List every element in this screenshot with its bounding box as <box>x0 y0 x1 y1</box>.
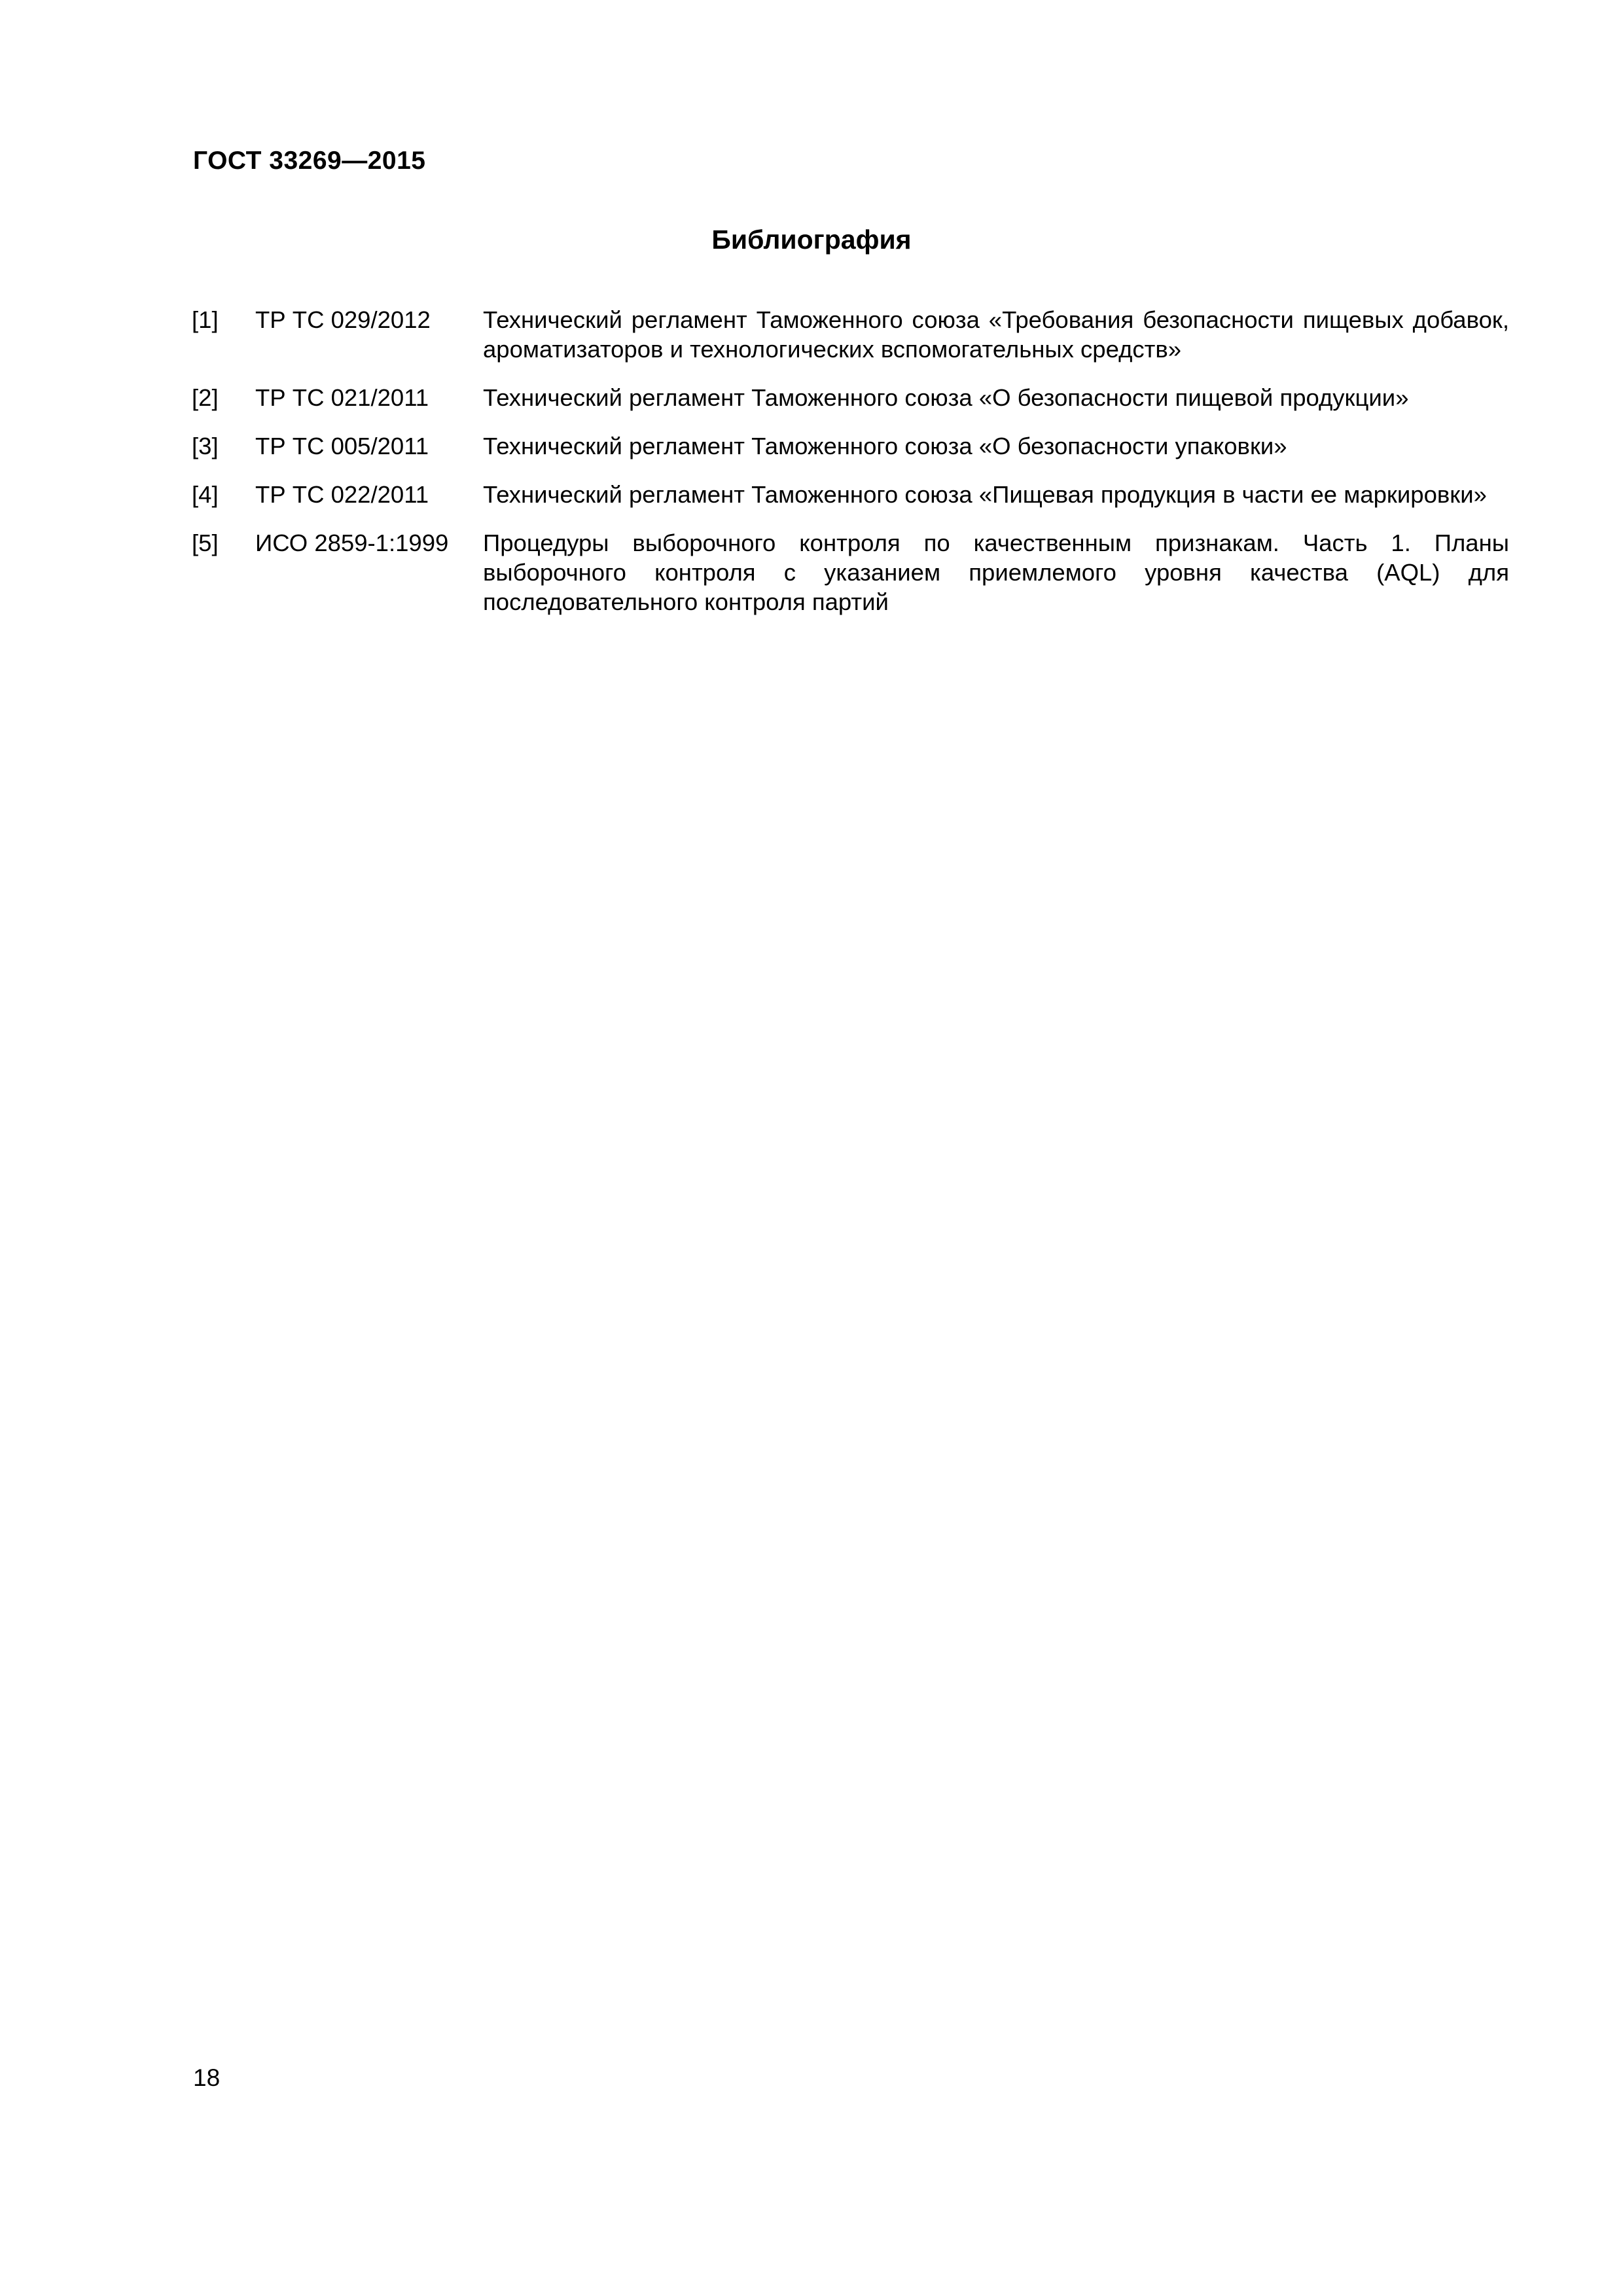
entry-number: [1] <box>192 306 219 333</box>
entry-number: [2] <box>192 384 219 411</box>
entry-title: Технический регламент Таможенного союза «Требования безопасности пищевых добавок, ароматизаторов и технологических вспомогательных средств» <box>483 306 1509 363</box>
entry-code: ТР ТС 005/2011 <box>255 433 429 459</box>
entry-code: ТР ТС 029/2012 <box>255 306 431 333</box>
section-title: Библиография <box>711 224 912 255</box>
entry-code: ТР ТС 021/2011 <box>255 384 429 411</box>
entry-title: Технический регламент Таможенного союза «Пищевая продукция в части ее маркировки» <box>483 481 1487 508</box>
bibliography-list <box>192 305 1509 636</box>
entry-title: Технический регламент Таможенного союза «О безопасности пищевой продукции» <box>483 384 1409 411</box>
bibliography-entry <box>192 528 1509 617</box>
bibliography-entry <box>192 305 1509 364</box>
entry-code: ТР ТС 022/2011 <box>255 481 429 508</box>
bibliography-entry <box>192 383 1509 412</box>
entry-number: [3] <box>192 433 219 459</box>
entry-number: [5] <box>192 529 219 556</box>
entry-title: Процедуры выборочного контроля по качественным признакам. Часть 1. Планы выборочного контроля с указанием приемлемого уровня качества (AQL) для последовательного контроля партий <box>483 529 1509 615</box>
entry-title: Технический регламент Таможенного союза «О безопасности упаковки» <box>483 433 1287 459</box>
bibliography-entry <box>192 480 1509 509</box>
entry-number: [4] <box>192 481 219 508</box>
entry-code: ИСО 2859-1:1999 <box>255 529 449 556</box>
document-code: ГОСТ 33269—2015 <box>193 147 426 175</box>
page-number: 18 <box>193 2064 221 2091</box>
bibliography-entry <box>192 431 1509 461</box>
